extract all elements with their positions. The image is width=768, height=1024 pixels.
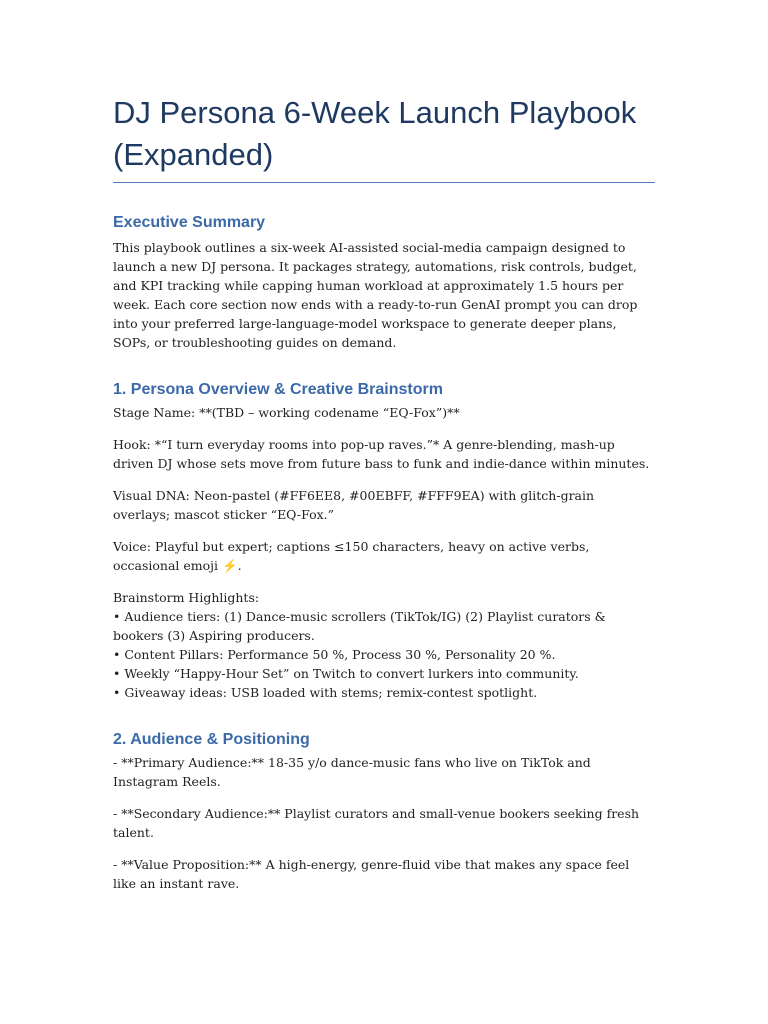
list-item: • Content Pillars: Performance 50 %, Process 30 %, Personality 20 %. [113, 647, 556, 662]
voice-paragraph: Voice: Playful but expert; captions ≤150 characters, heavy on active verbs, occasional emoji ⚡. [113, 539, 590, 573]
visual-dna-paragraph: Visual DNA: Neon-pastel (#FF6EE8, #00EBFF, #FFF9EA) with glitch-grain overlays; mascot sticker “EQ-Fox.” [113, 488, 595, 522]
list-item: • Giveaway ideas: USB loaded with stems; remix-contest spotlight. [113, 685, 538, 700]
hook-paragraph: Hook: *“I turn everyday rooms into pop-up raves.”* A genre-blending, mash-up driven DJ whose sets move from future bass to funk and indie-dance within minutes. [113, 437, 650, 471]
stage-name-paragraph: Stage Name: **(TBD – working codename “EQ-Fox”)** [113, 405, 460, 420]
brainstorm-highlights [113, 588, 655, 702]
secondary-audience-paragraph: - **Secondary Audience:** Playlist curators and small-venue bookers seeking fresh talent. [113, 806, 640, 840]
document-page [113, 92, 655, 893]
primary-audience-paragraph: - **Primary Audience:** 18-35 y/o dance-music fans who live on TikTok and Instagram Reels. [113, 755, 591, 789]
persona-overview-heading: 1. Persona Overview & Creative Brainstorm [113, 381, 443, 398]
executive-summary-heading: Executive Summary [113, 214, 266, 231]
brainstorm-label: Brainstorm Highlights: [113, 590, 260, 605]
document-title-line-2: (Expanded) [113, 137, 274, 172]
document-title [113, 92, 655, 183]
value-proposition-paragraph: - **Value Proposition:** A high-energy, genre-fluid vibe that makes any space feel like an instant rave. [113, 857, 630, 891]
list-item: • Weekly “Happy-Hour Set” on Twitch to convert lurkers into community. [113, 666, 579, 681]
document-title-line-1: DJ Persona 6-Week Launch Playbook [113, 95, 637, 130]
audience-positioning-heading: 2. Audience & Positioning [113, 731, 310, 748]
list-item: • Audience tiers: (1) Dance-music scrollers (TikTok/IG) (2) Playlist curators & bookers (3) Aspiring producers. [113, 609, 606, 643]
executive-summary-body: This playbook outlines a six-week AI-assisted social-media campaign designed to launch a new DJ persona. It packages strategy, automations, risk controls, budget, and KPI tracking while capping human workload at approximately 1.5 hours per week. Each core section now ends with a ready-to-run GenAI prompt you can drop into your preferred large-language-model workspace to generate deeper plans, SOPs, or troubleshooting guides on demand. [113, 240, 638, 350]
